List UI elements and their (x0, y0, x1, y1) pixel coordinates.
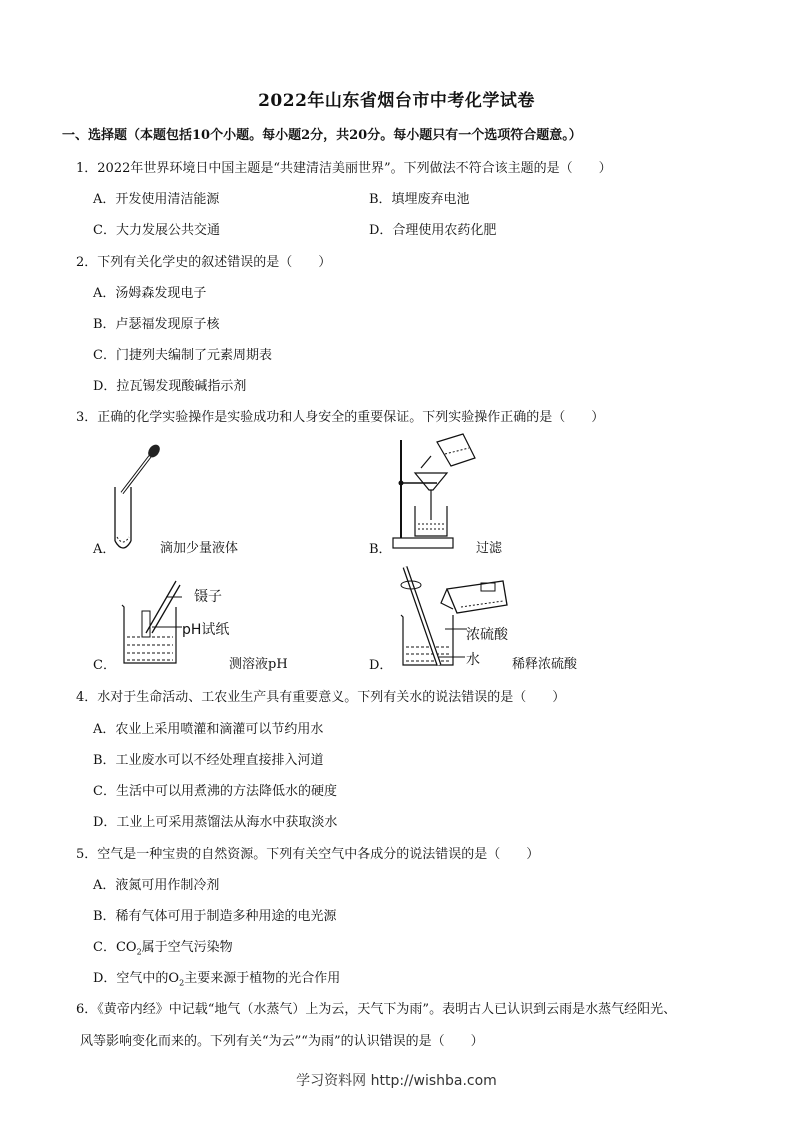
question-1-option-a: A．开发使用清洁能源 (93, 192, 220, 207)
section-heading: 一、选择题（本题包括10个小题。每小题2分，共20分。每小题只有一个选项符合题意。） (62, 128, 582, 143)
label-tweezers: 镊子 (194, 589, 222, 605)
dilution-illustration (395, 565, 520, 673)
question-5-option-b: B．稀有气体可用于制造多种用途的电光源 (93, 909, 337, 924)
question-3-option-b-text: 过滤 (476, 541, 503, 556)
question-3-stem: 3．正确的化学实验操作是实验成功和人身安全的重要保证。下列实验操作正确的是（ ） (76, 410, 605, 425)
question-3-option-d-text: 稀释浓硫酸 (512, 657, 578, 672)
dropper-illustration (108, 445, 168, 555)
question-5-option-c-suffix: 属于空气污染物 (141, 940, 233, 955)
question-3-option-c-letter: C． (93, 658, 116, 673)
question-3-option-c-text: 测溶液pH (229, 657, 288, 672)
question-3-option-b-letter: B． (369, 542, 392, 557)
label-concentrated-acid: 浓硫酸 (466, 627, 508, 643)
question-1-option-b: B．填埋废弃电池 (369, 192, 470, 207)
question-3-option-d-letter: D． (369, 658, 393, 673)
label-ph-paper: pH试纸 (182, 622, 230, 638)
question-5-stem: 5．空气是一种宝贵的自然资源。下列有关空气中各成分的说法错误的是（ ） (76, 847, 540, 862)
question-5-option-c-prefix: C．CO (93, 940, 137, 955)
page-title: 2022年山东省烟台市中考化学试卷 (258, 91, 535, 111)
filtration-illustration (385, 428, 485, 552)
question-4-option-d: D．工业上可采用蒸馏法从海水中获取淡水 (93, 815, 338, 830)
subscript: 2 (136, 947, 142, 957)
question-3-option-a-letter: A． (93, 542, 116, 557)
question-2-option-a: A．汤姆森发现电子 (93, 286, 207, 301)
label-water: 水 (466, 652, 480, 668)
question-4-option-a: A．农业上采用喷灌和滴灌可以节约用水 (93, 722, 324, 737)
question-1-stem: 1．2022年世界环境日中国主题是“共建清洁美丽世界”。下列做法不符合该主题的是（ ） (76, 161, 612, 176)
question-2-option-c: C．门捷列夫编制了元素周期表 (93, 348, 272, 363)
question-1-option-c: C．大力发展公共交通 (93, 223, 220, 238)
question-2-option-d: D．拉瓦锡发现酸碱指示剂 (93, 379, 247, 394)
question-6-stem-line-2: 风等影响变化而来的。下列有关“为云”“为雨”的认识错误的是（ ） (80, 1034, 484, 1049)
subscript: 2 (179, 978, 185, 988)
question-3-option-a-text: 滴加少量液体 (160, 541, 239, 556)
question-6-stem-line-1: 6．《黄帝内经》中记载“地气（水蒸气）上为云，天气下为雨”。表明古人已认识到云雨是水蒸气经阳光、 (76, 1002, 677, 1017)
footer-watermark: 学习资料网 http://wishba.com (296, 1073, 497, 1089)
question-1-option-d: D．合理使用农药化肥 (369, 223, 497, 238)
question-4-option-b: B．工业废水可以不经处理直接排入河道 (93, 753, 324, 768)
question-2-option-b: B．卢瑟福发现原子核 (93, 317, 220, 332)
question-2-stem: 2．下列有关化学史的叙述错误的是（ ） (76, 255, 332, 270)
ph-test-illustration (118, 575, 188, 667)
question-5-option-d-prefix: D．空气中的O (93, 971, 180, 986)
question-5-option-d (93, 967, 340, 988)
question-5-option-d-suffix: 主要来源于植物的光合作用 (184, 971, 341, 986)
question-5-option-a: A．液氮可用作制冷剂 (93, 878, 220, 893)
question-5-option-c (93, 936, 233, 957)
question-4-stem: 4．水对于生命活动、工农业生产具有重要意义。下列有关水的说法错误的是（ ） (76, 690, 566, 705)
question-4-option-c: C．生活中可以用煮沸的方法降低水的硬度 (93, 784, 337, 799)
